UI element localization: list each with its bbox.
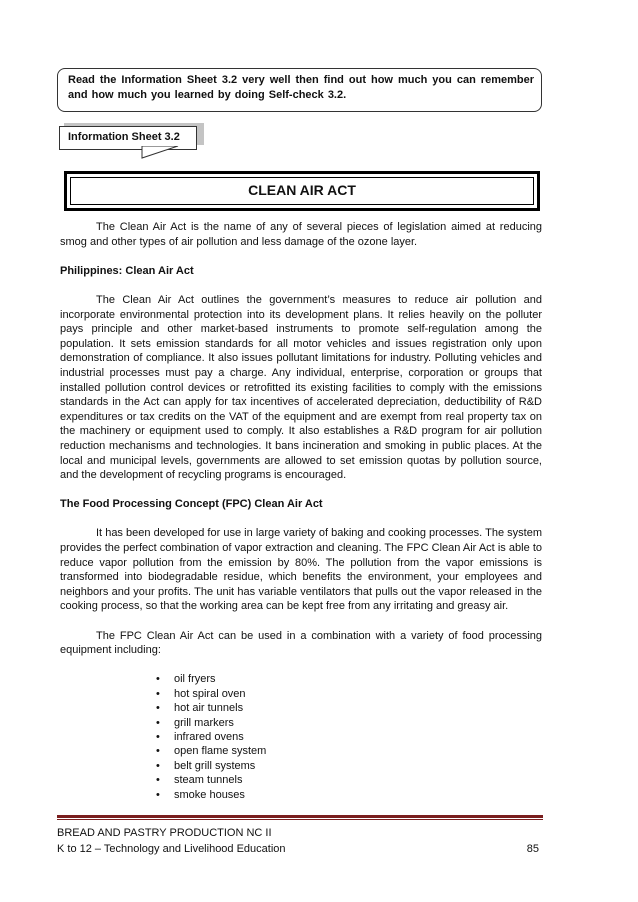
list-item: • belt grill systems <box>154 759 542 773</box>
list-item: • infrared ovens <box>154 730 542 744</box>
list-item: • hot spiral oven <box>154 687 542 701</box>
footer-divider-thin <box>57 819 543 820</box>
fpc-paragraph-1: It has been developed for use in large variety of baking and cooking processes. The system provides the perfect combination of vapor extraction and cleaning. The FPC Clean Air Act is able to reduce vapor pollution from the emission by 80%. The pollution from the vapor emissions is transformed into biodegradable residue, which benefits the environment, your employees and neighbors and your profits. The unit has variable ventilators that pulls out the vapor released in the cooking process, so that the working area can be kept free from any irritating and greasy air. <box>60 527 542 613</box>
list-item: • oil fryers <box>154 672 542 686</box>
section-heading-philippines: Philippines: Clean Air Act <box>60 264 194 277</box>
sheet-label: Information Sheet 3.2 <box>68 131 180 143</box>
title-frame <box>64 171 540 211</box>
sheet-label-tail <box>140 146 180 160</box>
page-footer <box>57 825 539 857</box>
list-item: • open flame system <box>154 744 542 758</box>
footer-program: K to 12 – Technology and Livelihood Education <box>57 843 286 855</box>
page-title: CLEAN AIR ACT <box>248 182 356 198</box>
footer-course-title: BREAD AND PASTRY PRODUCTION NC II <box>57 827 272 839</box>
fpc-paragraph-2: The FPC Clean Air Act can be used in a combination with a variety of food processing equipment including: <box>60 629 542 657</box>
intro-paragraph: The Clean Air Act is the name of any of several pieces of legislation aimed at reducing smog and other types of air pollution and less damage of the ozone layer. <box>60 221 542 248</box>
equipment-list <box>154 672 542 802</box>
philippines-paragraph: The Clean Air Act outlines the government’s measures to reduce air pollution and incorporate environmental protection into its development plans. It relies heavily on the polluter pays principle and other market-based instruments to promote self-regulation among the population. It sets emission standards for all motor vehicles and issues registration only upon demonstration of compliance. It also issues pollutant limitations for industry. Polluting vehicles and industrial processes must pay a charge. Any individual, enterprise, corporation or groups that installed pollution control devices or retrofitted its existing facilities to comply with the emissions standards in the Act can apply for tax incentives of accelerated depreciation, deductibility of R&D expenditures or tax credits on the VAT of the equipment and are exempt from real property tax on the machinery or equipment used to comply. It also establishes a R&D program for air pollution reduction mechanisms and technologies. It bans incineration and smoking in public places. At the local and municipal levels, governments are allowed to set emission quotas by pollution source, and the development of recycling programs is encouraged. <box>60 293 542 482</box>
instruction-text: Read the Information Sheet 3.2 very well then find out how much you can remember and how much you learned by doing Self-check 3.2. <box>68 74 534 101</box>
main-content <box>60 220 542 802</box>
instruction-box <box>57 68 542 112</box>
title-inner-frame <box>70 177 534 205</box>
list-item: • steam tunnels <box>154 773 542 787</box>
list-item: • grill markers <box>154 716 542 730</box>
section-heading-fpc: The Food Processing Concept (FPC) Clean Air Act <box>60 498 323 511</box>
page-number: 85 <box>526 843 539 855</box>
list-item: • hot air tunnels <box>154 701 542 715</box>
footer-divider-thick <box>57 815 543 818</box>
list-item: • smoke houses <box>154 788 542 802</box>
